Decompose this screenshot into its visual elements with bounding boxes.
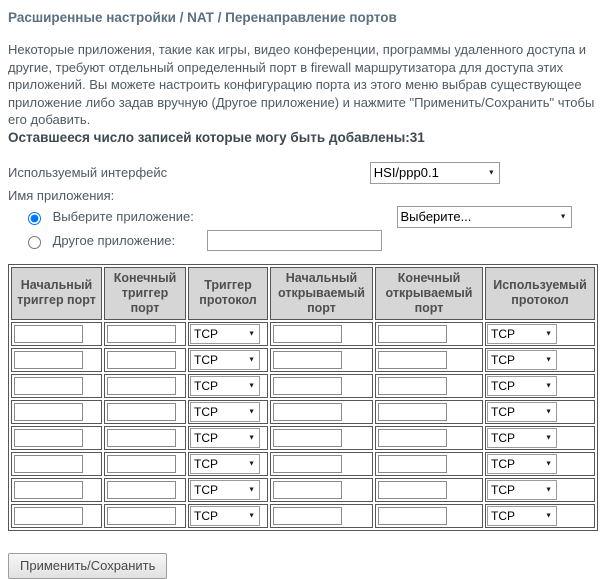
dropdown-arrow-icon: ▼ bbox=[545, 408, 552, 415]
open-end-port-input[interactable] bbox=[378, 377, 447, 395]
dropdown-arrow-icon: ▼ bbox=[248, 330, 255, 337]
dropdown-arrow-icon: ▼ bbox=[545, 486, 552, 493]
open-start-port-input[interactable] bbox=[273, 507, 342, 525]
nat-form bbox=[8, 162, 604, 253]
open-end-port-input[interactable] bbox=[378, 455, 447, 473]
table-cell bbox=[104, 400, 186, 424]
trigger-protocol-select-wrapper bbox=[190, 402, 260, 422]
dropdown-arrow-icon: ▼ bbox=[248, 408, 255, 415]
trigger-start-port-input[interactable] bbox=[14, 455, 83, 473]
select-app-row bbox=[8, 206, 604, 229]
trigger-protocol-select-wrapper bbox=[190, 454, 260, 474]
table-cell bbox=[11, 322, 102, 346]
dropdown-arrow-icon: ▼ bbox=[248, 460, 255, 467]
table-cell bbox=[375, 426, 483, 450]
open-protocol-select[interactable] bbox=[487, 454, 557, 474]
custom-app-label[interactable]: Другое приложение: bbox=[52, 232, 176, 248]
trigger-end-port-input[interactable] bbox=[107, 377, 176, 395]
trigger-protocol-select[interactable] bbox=[190, 350, 260, 370]
trigger-end-port-input[interactable] bbox=[107, 351, 176, 369]
table-cell bbox=[188, 504, 268, 528]
table-cell bbox=[270, 504, 373, 528]
open-protocol-select[interactable] bbox=[487, 428, 557, 448]
open-start-port-input[interactable] bbox=[273, 403, 342, 421]
open-protocol-select-wrapper bbox=[487, 376, 557, 396]
table-cell bbox=[270, 374, 373, 398]
trigger-start-port-input[interactable] bbox=[14, 429, 83, 447]
port-table-body bbox=[11, 322, 595, 528]
table-cell bbox=[11, 478, 102, 502]
table-row bbox=[11, 504, 595, 528]
trigger-end-port-input[interactable] bbox=[107, 455, 176, 473]
open-protocol-select-wrapper bbox=[487, 324, 557, 344]
table-cell bbox=[104, 348, 186, 372]
table-cell bbox=[104, 452, 186, 476]
trigger-protocol-select[interactable] bbox=[190, 480, 260, 500]
table-header-row bbox=[11, 267, 595, 320]
open-protocol-select[interactable] bbox=[487, 376, 557, 396]
open-start-port-input[interactable] bbox=[273, 351, 342, 369]
dropdown-arrow-icon: ▼ bbox=[545, 512, 552, 519]
table-cell bbox=[104, 374, 186, 398]
trigger-protocol-select[interactable] bbox=[190, 376, 260, 396]
table-cell bbox=[188, 400, 268, 424]
interface-select[interactable] bbox=[370, 162, 500, 184]
trigger-protocol-select[interactable] bbox=[190, 402, 260, 422]
column-header: Конечный триггер порт bbox=[104, 267, 186, 320]
app-name-row bbox=[8, 186, 604, 205]
column-header: Начальный триггер порт bbox=[11, 267, 102, 320]
trigger-start-port-input[interactable] bbox=[14, 351, 83, 369]
table-cell bbox=[11, 374, 102, 398]
table-cell bbox=[375, 478, 483, 502]
custom-app-input[interactable] bbox=[207, 230, 382, 251]
open-end-port-input[interactable] bbox=[378, 429, 447, 447]
open-start-port-input[interactable] bbox=[273, 377, 342, 395]
table-row bbox=[11, 452, 595, 476]
table-cell bbox=[104, 504, 186, 528]
dropdown-arrow-icon: ▼ bbox=[559, 213, 567, 220]
table-row bbox=[11, 426, 595, 450]
table-cell bbox=[11, 426, 102, 450]
dropdown-arrow-icon: ▼ bbox=[545, 382, 552, 389]
open-protocol-select-wrapper bbox=[487, 506, 557, 526]
port-trigger-table bbox=[8, 264, 598, 531]
description-text: Некоторые приложения, такие как игры, видео конференции, программы удаленного доступа и другие, требуют отдельный определенный порт в firewall маршрутизатора для доступа этих приложений. Вы можете настроить конфигурацию порта из этого меню выбрав существующее приложение либо задав вручную (Другое приложение) и нажмите "Применить/Сохранить" чтобы его добавить. bbox=[8, 42, 595, 127]
table-row bbox=[11, 400, 595, 424]
table-cell bbox=[375, 452, 483, 476]
table-cell bbox=[485, 452, 595, 476]
table-cell bbox=[485, 374, 595, 398]
trigger-end-port-input[interactable] bbox=[107, 429, 176, 447]
trigger-end-port-input[interactable] bbox=[107, 507, 176, 525]
open-protocol-select[interactable] bbox=[487, 350, 557, 370]
table-cell bbox=[270, 478, 373, 502]
trigger-protocol-select-wrapper bbox=[190, 350, 260, 370]
open-start-port-input[interactable] bbox=[273, 429, 342, 447]
table-cell bbox=[104, 426, 186, 450]
table-cell bbox=[270, 348, 373, 372]
trigger-start-port-input[interactable] bbox=[14, 325, 83, 343]
open-end-port-input[interactable] bbox=[378, 351, 447, 369]
dropdown-arrow-icon: ▼ bbox=[248, 356, 255, 363]
table-cell bbox=[270, 322, 373, 346]
open-end-port-input[interactable] bbox=[378, 403, 447, 421]
table-cell bbox=[104, 322, 186, 346]
select-app-label[interactable]: Выберите приложение: bbox=[52, 208, 194, 224]
open-protocol-select[interactable] bbox=[487, 402, 557, 422]
dropdown-arrow-icon: ▼ bbox=[545, 460, 552, 467]
open-protocol-select-wrapper bbox=[487, 428, 557, 448]
trigger-start-port-input[interactable] bbox=[14, 481, 83, 499]
trigger-protocol-select-wrapper bbox=[190, 506, 260, 526]
interface-label: Используемый интерфейс bbox=[8, 164, 168, 180]
open-protocol-select[interactable] bbox=[487, 480, 557, 500]
select-app-radio[interactable] bbox=[28, 212, 41, 225]
dropdown-arrow-icon: ▼ bbox=[545, 330, 552, 337]
table-cell bbox=[11, 452, 102, 476]
interface-select-wrapper bbox=[370, 162, 500, 184]
table-cell bbox=[11, 348, 102, 372]
custom-app-radio[interactable] bbox=[28, 236, 41, 249]
trigger-protocol-select[interactable] bbox=[190, 324, 260, 344]
trigger-protocol-select-wrapper bbox=[190, 376, 260, 396]
dropdown-arrow-icon: ▼ bbox=[487, 169, 495, 176]
table-cell bbox=[270, 426, 373, 450]
open-protocol-select[interactable] bbox=[487, 506, 557, 526]
table-row bbox=[11, 322, 595, 346]
table-cell bbox=[375, 348, 483, 372]
dropdown-arrow-icon: ▼ bbox=[545, 434, 552, 441]
table-cell bbox=[188, 322, 268, 346]
trigger-end-port-input[interactable] bbox=[107, 403, 176, 421]
trigger-end-port-input[interactable] bbox=[107, 481, 176, 499]
table-cell bbox=[188, 374, 268, 398]
apply-save-button[interactable]: Применить/Сохранить bbox=[8, 553, 167, 579]
dropdown-arrow-icon: ▼ bbox=[248, 512, 255, 519]
interface-row bbox=[8, 162, 604, 185]
table-cell bbox=[11, 400, 102, 424]
table-cell bbox=[485, 426, 595, 450]
column-header: Начальный открываемый порт bbox=[270, 267, 373, 320]
table-cell bbox=[485, 504, 595, 528]
trigger-protocol-select[interactable] bbox=[190, 506, 260, 526]
table-cell bbox=[270, 452, 373, 476]
table-row bbox=[11, 348, 595, 372]
open-end-port-input[interactable] bbox=[378, 325, 447, 343]
table-row bbox=[11, 374, 595, 398]
trigger-start-port-input[interactable] bbox=[14, 403, 83, 421]
column-header: Используемый протокол bbox=[485, 267, 595, 320]
open-protocol-select-wrapper bbox=[487, 402, 557, 422]
page-title: Расширенные настройки / NAT / Перенаправление портов bbox=[8, 10, 397, 25]
open-start-port-input[interactable] bbox=[273, 325, 342, 343]
table-cell bbox=[485, 322, 595, 346]
table-cell bbox=[270, 400, 373, 424]
open-start-port-input[interactable] bbox=[273, 481, 342, 499]
open-protocol-select-wrapper bbox=[487, 350, 557, 370]
open-protocol-select[interactable] bbox=[487, 324, 557, 344]
table-cell bbox=[188, 348, 268, 372]
table-cell bbox=[375, 504, 483, 528]
table-cell bbox=[485, 348, 595, 372]
column-header: Триггер протокол bbox=[188, 267, 268, 320]
table-cell bbox=[485, 400, 595, 424]
dropdown-arrow-icon: ▼ bbox=[545, 356, 552, 363]
dropdown-arrow-icon: ▼ bbox=[248, 486, 255, 493]
remaining-entries-text: Оставшееся число записей которые могу быть добавлены:31 bbox=[8, 129, 425, 145]
trigger-protocol-select-wrapper bbox=[190, 428, 260, 448]
open-start-port-input[interactable] bbox=[273, 455, 342, 473]
table-cell bbox=[188, 452, 268, 476]
column-header: Конечный открываемый порт bbox=[375, 267, 483, 320]
table-cell bbox=[11, 504, 102, 528]
table-row bbox=[11, 478, 595, 502]
table-cell bbox=[375, 400, 483, 424]
table-cell bbox=[188, 478, 268, 502]
trigger-end-port-input[interactable] bbox=[107, 325, 176, 343]
dropdown-arrow-icon: ▼ bbox=[248, 434, 255, 441]
open-end-port-input[interactable] bbox=[378, 481, 447, 499]
open-protocol-select-wrapper bbox=[487, 480, 557, 500]
app-select[interactable] bbox=[397, 206, 572, 228]
dropdown-arrow-icon: ▼ bbox=[248, 382, 255, 389]
table-cell bbox=[375, 322, 483, 346]
table-cell bbox=[188, 426, 268, 450]
table-cell bbox=[375, 374, 483, 398]
trigger-start-port-input[interactable] bbox=[14, 377, 83, 395]
app-select-wrapper bbox=[397, 206, 572, 228]
table-cell bbox=[104, 478, 186, 502]
open-end-port-input[interactable] bbox=[378, 507, 447, 525]
trigger-protocol-select-wrapper bbox=[190, 324, 260, 344]
trigger-protocol-select-wrapper bbox=[190, 480, 260, 500]
open-protocol-select-wrapper bbox=[487, 454, 557, 474]
custom-app-row bbox=[8, 230, 604, 253]
trigger-protocol-select[interactable] bbox=[190, 428, 260, 448]
table-cell bbox=[485, 478, 595, 502]
trigger-protocol-select[interactable] bbox=[190, 454, 260, 474]
trigger-start-port-input[interactable] bbox=[14, 507, 83, 525]
app-name-label: Имя приложения: bbox=[8, 187, 115, 203]
